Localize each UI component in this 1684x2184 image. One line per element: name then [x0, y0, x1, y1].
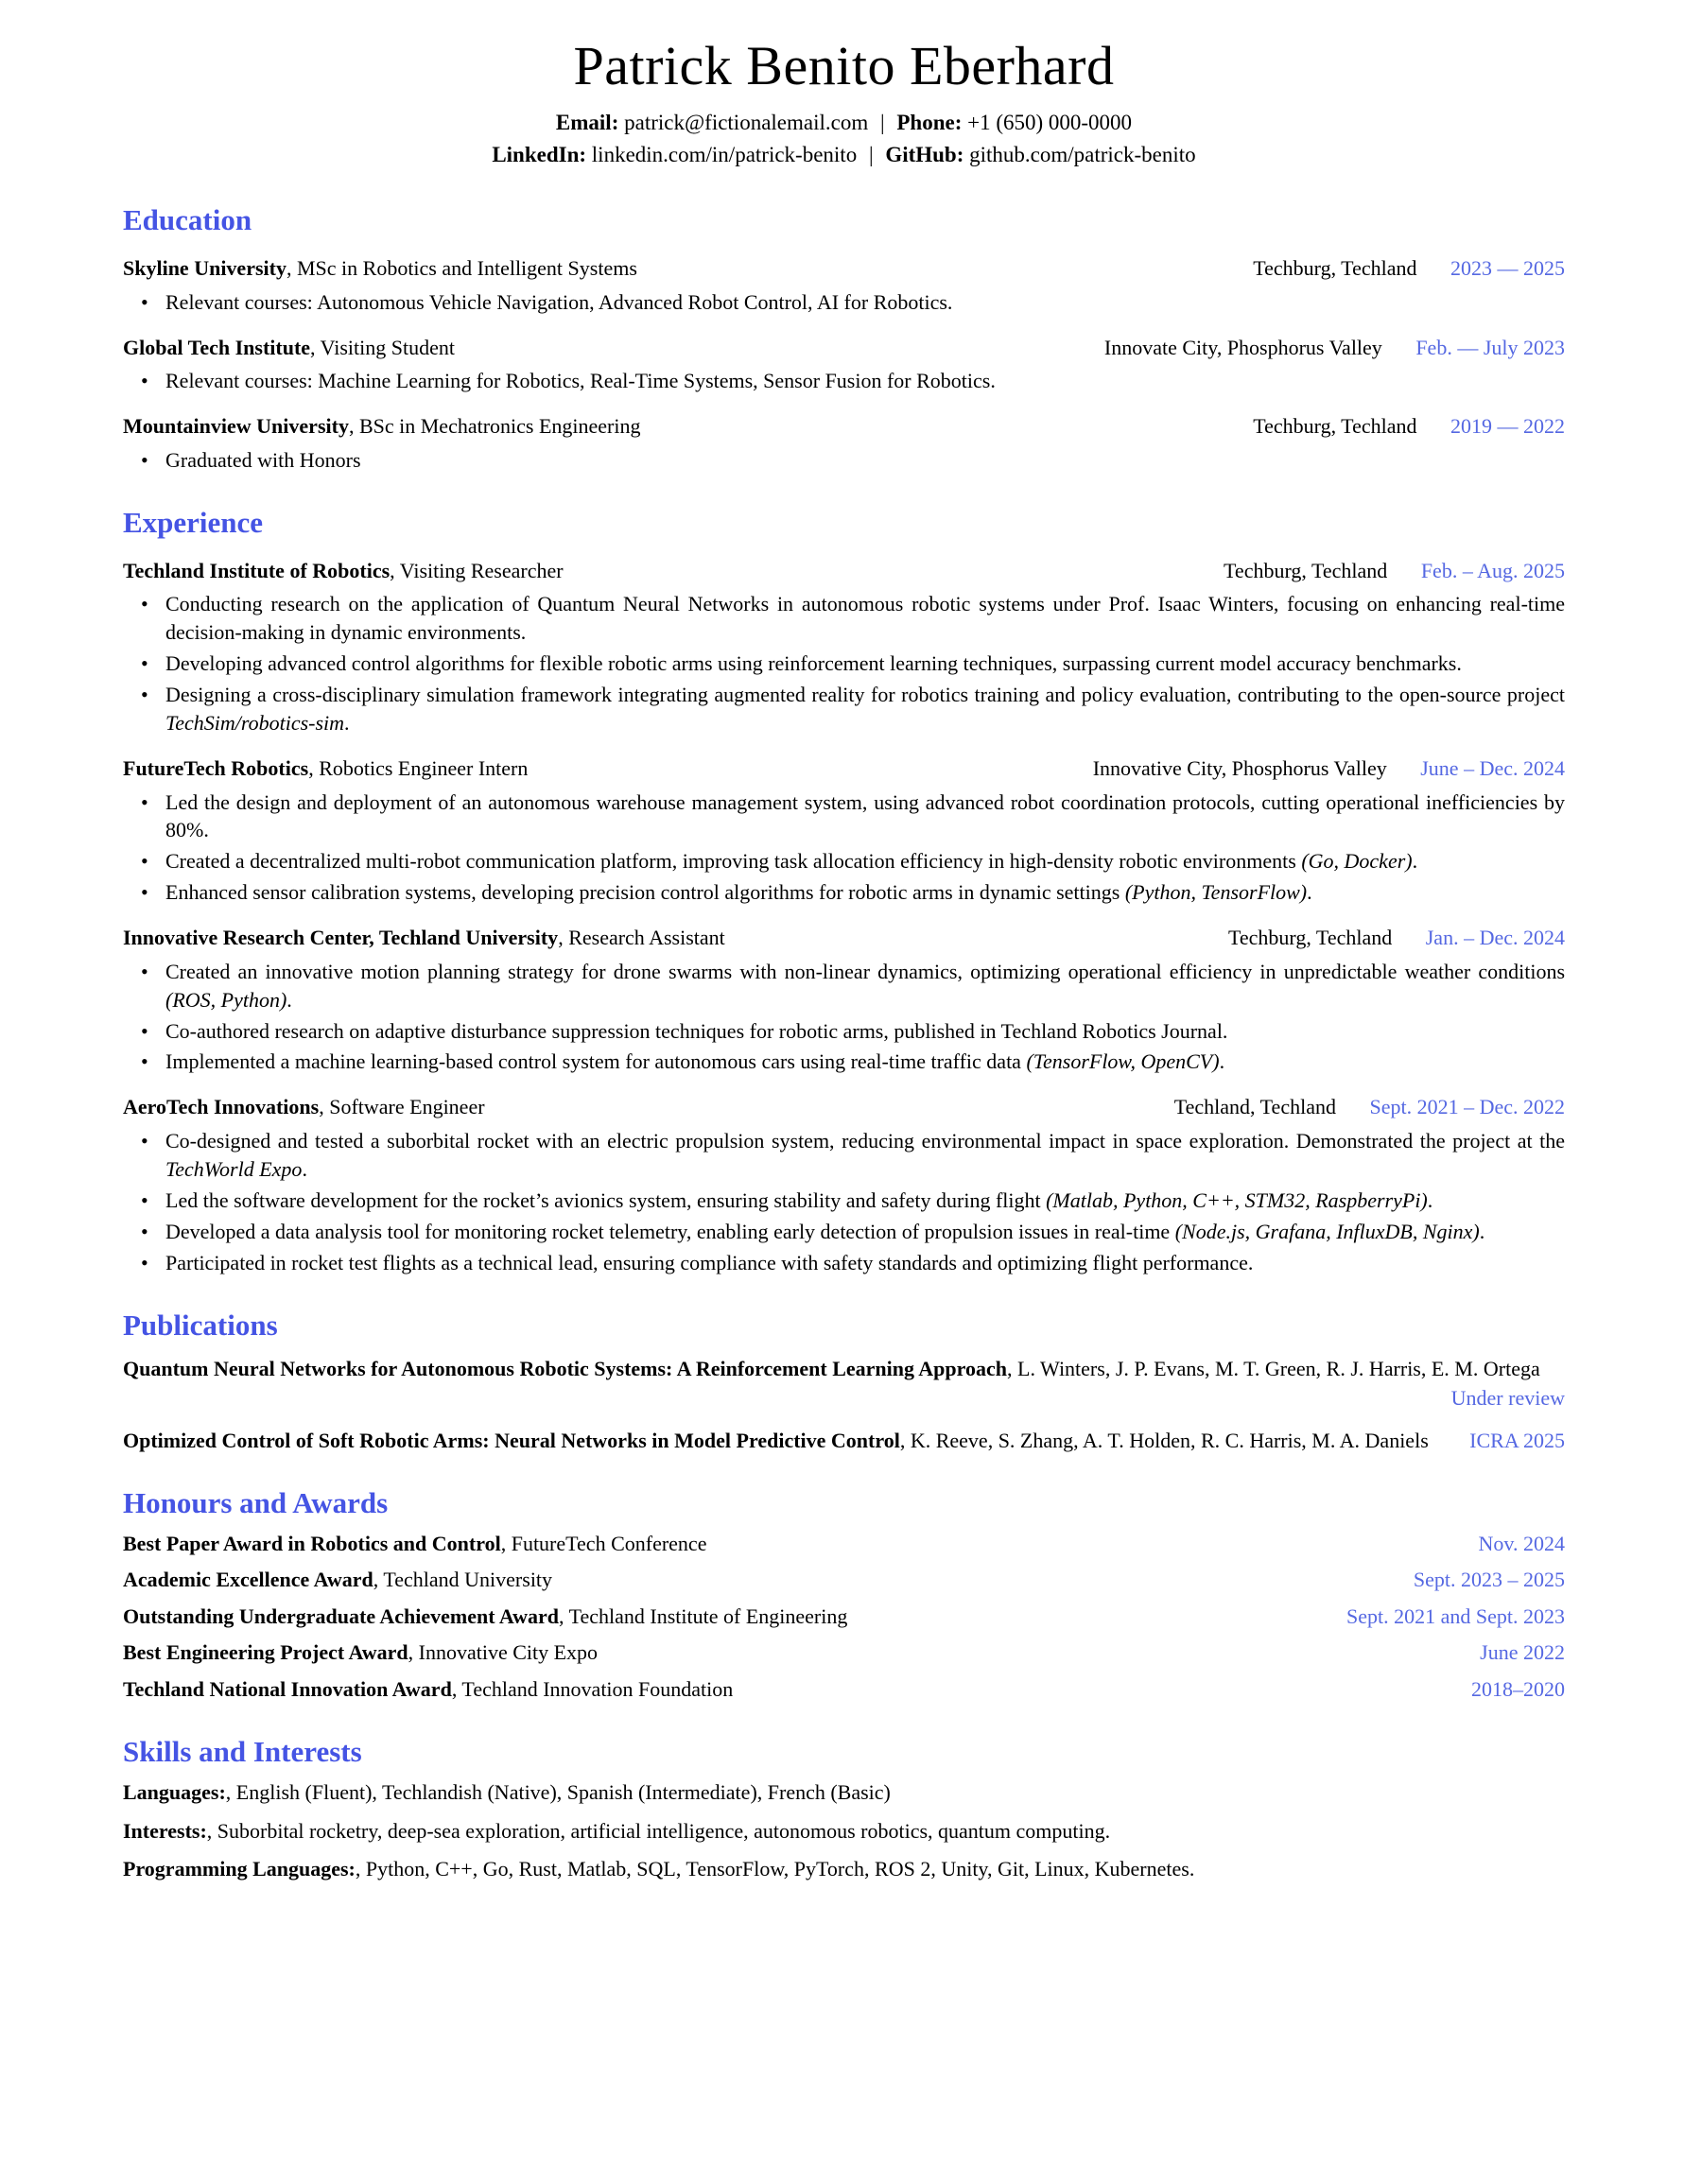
award-name: Techland National Innovation Award [123, 1676, 452, 1701]
award-text [123, 1603, 847, 1631]
contact-line-1 [123, 107, 1565, 140]
publication-item [123, 1426, 1565, 1455]
email-value: patrick@fictionalemail.com [624, 110, 869, 134]
skill-item [123, 1855, 1565, 1884]
bullet-item: • Graduated with Honors [165, 446, 1565, 475]
location-text: Innovate City, Phosphorus Valley [1103, 335, 1382, 359]
degree-detail: , BSc in Mechatronics Engineering [348, 414, 641, 439]
email-label: Email: [555, 110, 619, 134]
award-item [123, 1639, 1565, 1667]
skill-label: Interests: [123, 1818, 207, 1843]
bullet-item [165, 1218, 1565, 1246]
bullet-item [165, 789, 1565, 845]
date-range: 2019 — 2022 [1450, 414, 1565, 439]
bullet-text: Developed a data analysis tool for monitoring rocket telemetry, enabling early detection of propulsion issues in real-time [165, 1219, 1175, 1243]
bullet-tail: . [1412, 849, 1418, 874]
award-item [123, 1603, 1565, 1631]
bullet-item [165, 1017, 1565, 1046]
bullet-tail: . [1479, 1219, 1485, 1243]
award-name: Outstanding Undergraduate Achievement Award [123, 1603, 559, 1628]
education-entry-meta [1234, 255, 1565, 283]
bullet-tail: . [344, 711, 350, 736]
company-name: AeroTech Innovations [123, 1095, 320, 1119]
bullet-text: Co-authored research on adaptive disturbance suppression techniques for robotic arms, published in Techland Robotics Journal. [165, 1018, 1228, 1043]
experience-entry [123, 1094, 1565, 1276]
skill-label: Programming Languages: [123, 1857, 356, 1881]
education-entry-head [123, 255, 1565, 283]
bullet-text: Created an innovative motion planning strategy for drone swarms with non-linear dynamics, optimizing operational efficiency in unpredictable weather conditions [165, 959, 1565, 983]
publication-status: ICRA 2025 [1469, 1429, 1565, 1453]
experience-entry-meta [1205, 558, 1565, 585]
linkedin-label: LinkedIn: [492, 143, 587, 167]
section-skills [123, 1734, 1565, 1885]
date-range: Sept. 2021 – Dec. 2022 [1369, 1095, 1565, 1119]
bullet-list [123, 1127, 1565, 1277]
experience-entry-meta [1209, 925, 1565, 952]
role-text: , Software Engineer [319, 1095, 485, 1119]
contact-separator: | [868, 143, 874, 167]
bullet-item [165, 878, 1565, 907]
section-title-education: Education [123, 202, 252, 236]
contact-line-2 [123, 139, 1565, 172]
bullet-list [123, 789, 1565, 908]
phone-label: Phone: [896, 110, 963, 134]
skill-text: , Python, C++, Go, Rust, Matlab, SQL, TensorFlow, PyTorch, ROS 2, Unity, Git, Linux, Kubernetes. [355, 1857, 1195, 1881]
bullet-list [123, 288, 1565, 317]
bullet-text: Enhanced sensor calibration systems, developing precision control algorithms for robotic arms in dynamic settings [165, 880, 1125, 905]
experience-entry-head [123, 755, 1565, 783]
bullet-item [165, 847, 1565, 875]
linkedin-value: linkedin.com/in/patrick-benito [591, 143, 858, 167]
bullet-text: Created a decentralized multi-robot communication platform, improving task allocation efficiency in high-density robotic environments [165, 849, 1302, 874]
bullet-item [165, 1249, 1565, 1277]
bullet-italic: TechSim/robotics-sim [165, 711, 345, 736]
location-text: Innovative City, Phosphorus Valley [1092, 755, 1387, 780]
award-org: , Techland University [373, 1568, 553, 1592]
bullet-italic: (Python, TensorFlow) [1124, 880, 1308, 905]
bullet-item [165, 681, 1565, 737]
bullet-italic: (Matlab, Python, C++, STM32, RaspberryPi) [1046, 1187, 1428, 1212]
experience-entry-head [123, 925, 1565, 952]
bullet-text: Participated in rocket test flights as a technical lead, ensuring compliance with safety standards and optimizing flight performance. [165, 1250, 1254, 1274]
bullet-text: Conducting research on the application of Quantum Neural Networks in autonomous robotic systems under Prof. Isaac Winters, focusing on enhancing real-time decision-making in dynamic environments. [165, 592, 1565, 645]
location-text: Techburg, Techland [1227, 926, 1393, 950]
bullet-list [123, 590, 1565, 737]
award-date: June 2022 [1480, 1640, 1565, 1665]
bullet-text: Co-designed and tested a suborbital rocket with an electric propulsion system, reducing environmental impact in space exploration. Demonstrated the project at the [165, 1128, 1565, 1153]
date-range: Feb. – Aug. 2025 [1420, 558, 1565, 582]
bullet-item [165, 590, 1565, 647]
skill-item [123, 1778, 1565, 1808]
contact-block [123, 107, 1565, 172]
award-item [123, 1567, 1565, 1594]
award-org: , Techland Institute of Engineering [559, 1603, 848, 1628]
page-title: Patrick Benito Eberhard [573, 35, 1115, 96]
role-text: , Robotics Engineer Intern [308, 755, 529, 780]
degree-detail: , MSc in Robotics and Intelligent Systems [286, 256, 637, 281]
company-name: FutureTech Robotics [123, 755, 309, 780]
bullet-item [165, 1048, 1565, 1076]
location-text: Techburg, Techland [1253, 256, 1417, 281]
bullet-italic: TechWorld Expo [165, 1156, 303, 1181]
section-title-publications: Publications [123, 1308, 278, 1342]
bullet-text: Led the design and deployment of an autonomous warehouse management system, using advanced robot coordination protocols, cutting operational inefficiencies by 80%. [165, 789, 1565, 842]
skill-label: Languages: [123, 1779, 226, 1804]
experience-entry [123, 755, 1565, 907]
publication-title: Optimized Control of Soft Robotic Arms: Neural Networks in Model Predictive Control [123, 1429, 900, 1453]
institution-name: Mountainview University [123, 414, 349, 439]
experience-entry-meta [1074, 755, 1565, 783]
experience-entry [123, 558, 1565, 737]
experience-entry-meta [1155, 1094, 1565, 1121]
role-text: , Research Assistant [558, 926, 725, 950]
experience-entry-head [123, 1094, 1565, 1121]
date-range: Feb. — July 2023 [1415, 335, 1565, 359]
experience-entry-title [123, 755, 528, 783]
date-range: June – Dec. 2024 [1420, 755, 1565, 780]
location-text: Techburg, Techland [1253, 414, 1417, 439]
bullet-text: Designing a cross-disciplinary simulation framework integrating augmented reality for robotics training and policy evaluation, contributing to the open-source project [165, 683, 1565, 707]
publication-authors: , K. Reeve, S. Zhang, A. T. Holden, R. C. Harris, M. A. Daniels [899, 1429, 1429, 1453]
role-text: , Visiting Researcher [390, 558, 564, 582]
bullet-italic: (TensorFlow, OpenCV) [1026, 1049, 1220, 1074]
award-text [123, 1567, 552, 1594]
experience-entry-title [123, 558, 564, 585]
education-entry-title [123, 335, 455, 362]
section-publications [123, 1308, 1565, 1456]
award-org: , Innovative City Expo [408, 1640, 599, 1665]
bullet-item: • Relevant courses: Machine Learning for Robotics, Real-Time Systems, Sensor Fusion for Robotics. [165, 367, 1565, 395]
experience-entry [123, 925, 1565, 1076]
bullet-tail: . [1219, 1049, 1225, 1074]
location-text: Techland, Techland [1173, 1095, 1336, 1119]
github-value: github.com/patrick-benito [969, 143, 1196, 167]
section-awards [123, 1485, 1565, 1703]
section-experience [123, 505, 1565, 1277]
publication-status: Under review [1450, 1385, 1565, 1410]
bullet-tail: . [1307, 880, 1312, 905]
experience-entry-title [123, 925, 725, 952]
github-label: GitHub: [885, 143, 964, 167]
bullet-italic: (Go, Docker) [1301, 849, 1413, 874]
education-entry-head [123, 335, 1565, 362]
award-date: 2018–2020 [1471, 1676, 1565, 1701]
bullet-text: Implemented a machine learning-based control system for autonomous cars using real-time traffic data [165, 1049, 1027, 1074]
education-entry-meta [1234, 413, 1565, 441]
bullet-list [123, 367, 1565, 395]
institution-name: Global Tech Institute [123, 335, 311, 359]
bullet-item: • Relevant courses: Autonomous Vehicle Navigation, Advanced Robot Control, AI for Robotics. [165, 288, 1565, 317]
education-entry-head [123, 413, 1565, 441]
experience-entry-head [123, 558, 1565, 585]
bullet-tail: . [286, 987, 292, 1012]
skill-text: , Suborbital rocketry, deep-sea exploration, artificial intelligence, autonomous robotics, quantum computing. [206, 1818, 1111, 1843]
bullet-text: Led the software development for the rocket’s avionics system, ensuring stability and safety during flight [165, 1187, 1047, 1212]
award-item [123, 1676, 1565, 1704]
bullet-item [165, 650, 1565, 678]
award-text [123, 1676, 733, 1704]
publication-title: Quantum Neural Networks for Autonomous Robotic Systems: A Reinforcement Learning Approach [123, 1356, 1008, 1380]
contact-separator: | [880, 110, 885, 134]
award-date: Sept. 2021 and Sept. 2023 [1346, 1603, 1565, 1628]
education-entry [123, 335, 1565, 396]
bullet-item [165, 1187, 1565, 1215]
bullet-italic: (Node.js, Grafana, InfluxDB, Nginx) [1174, 1219, 1480, 1243]
award-date: Sept. 2023 – 2025 [1413, 1568, 1565, 1592]
experience-entry-title [123, 1094, 485, 1121]
award-org: , Techland Innovation Foundation [451, 1676, 734, 1701]
date-range: Jan. – Dec. 2024 [1425, 926, 1565, 950]
award-text [123, 1531, 706, 1558]
award-name: Academic Excellence Award [123, 1568, 373, 1592]
award-org: , FutureTech Conference [500, 1531, 707, 1555]
education-entry-title [123, 255, 637, 283]
education-entry-title [123, 413, 641, 441]
bullet-list [123, 958, 1565, 1077]
bullet-text: Developing advanced control algorithms for flexible robotic arms using reinforcement learning techniques, surpassing current model accuracy benchmarks. [165, 651, 1462, 676]
phone-value: +1 (650) 000-0000 [967, 110, 1133, 134]
bullet-item [165, 1127, 1565, 1184]
date-range: 2023 — 2025 [1450, 256, 1565, 281]
publication-item [123, 1354, 1565, 1413]
section-title-awards: Honours and Awards [123, 1486, 389, 1520]
award-name: Best Paper Award in Robotics and Control [123, 1531, 501, 1555]
bullet-tail: . [302, 1156, 307, 1181]
location-text: Techburg, Techland [1224, 558, 1388, 582]
award-item [123, 1531, 1565, 1558]
skill-text: , English (Fluent), Techlandish (Native), Spanish (Intermediate), French (Basic) [225, 1779, 891, 1804]
section-education [123, 202, 1565, 475]
section-title-experience: Experience [123, 505, 264, 539]
publication-authors: , L. Winters, J. P. Evans, M. T. Green, R. J. Harris, E. M. Ortega [1007, 1356, 1540, 1380]
bullet-italic: (ROS, Python) [165, 987, 287, 1012]
bullet-item [165, 958, 1565, 1014]
degree-detail: , Visiting Student [310, 335, 455, 359]
education-entry [123, 413, 1565, 475]
bullet-list [123, 446, 1565, 475]
section-title-skills: Skills and Interests [123, 1734, 362, 1768]
education-entry-meta [1085, 335, 1565, 362]
award-name: Best Engineering Project Award [123, 1640, 408, 1665]
education-entry [123, 255, 1565, 317]
company-name: Innovative Research Center, Techland University [123, 926, 559, 950]
institution-name: Skyline University [123, 256, 286, 281]
skill-item [123, 1817, 1565, 1846]
bullet-tail: . [1427, 1187, 1433, 1212]
award-date: Nov. 2024 [1478, 1531, 1565, 1555]
award-text [123, 1639, 598, 1667]
company-name: Techland Institute of Robotics [123, 558, 391, 582]
